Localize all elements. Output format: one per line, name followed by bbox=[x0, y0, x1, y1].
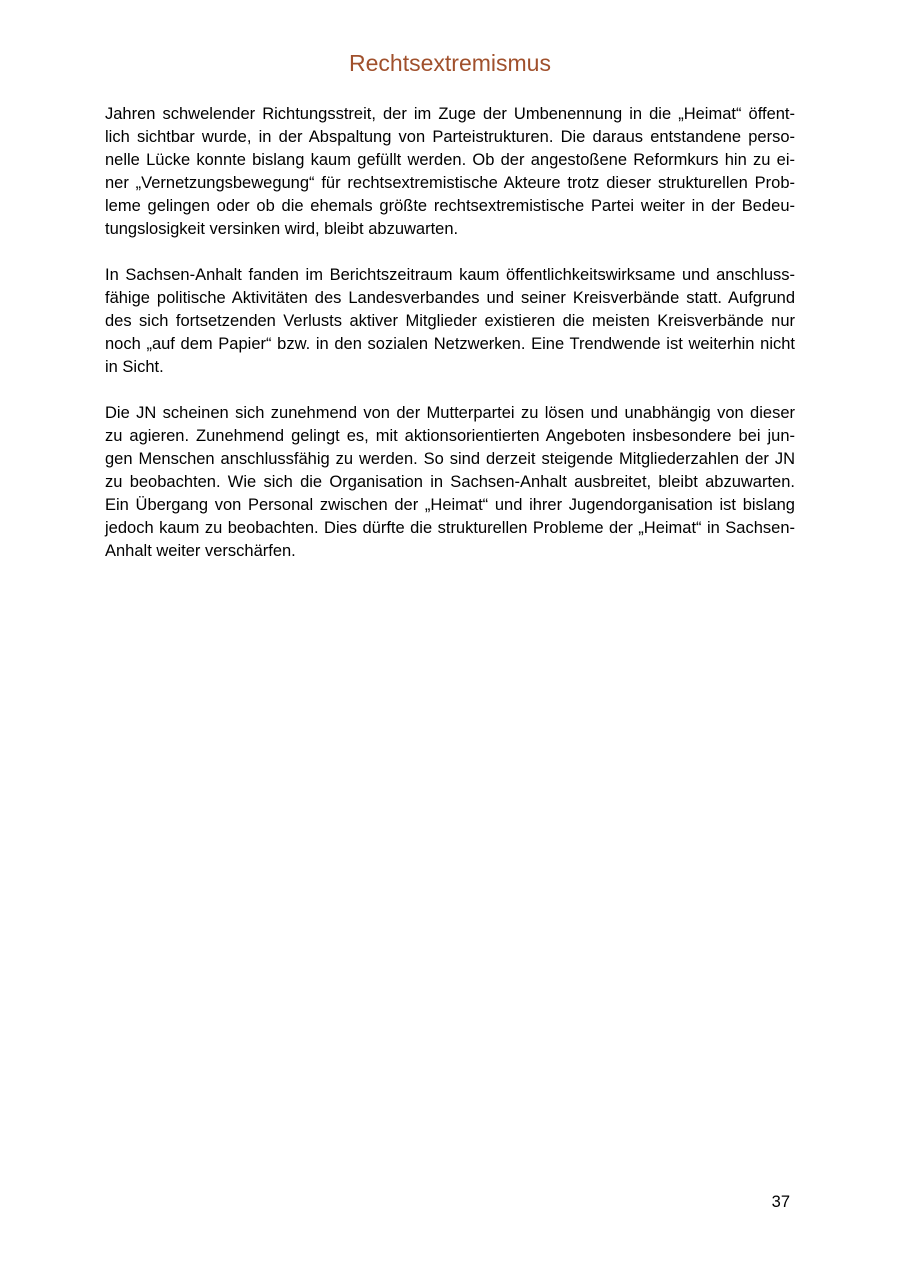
body-text bbox=[105, 103, 795, 563]
text-line: zu agieren. Zunehmend gelingt es, mit aktionsorientierten Angeboten insbesondere bei jun- bbox=[105, 427, 795, 445]
text-line: leme gelingen oder ob die ehemals größte rechtsextremistische Partei weiter in der Bedeu- bbox=[105, 197, 795, 215]
text-line: Die JN scheinen sich zunehmend von der Mutterpartei zu lösen und unabhängig von dieser bbox=[105, 404, 795, 422]
text-line: in Sicht. bbox=[105, 358, 164, 376]
text-line: Anhalt weiter verschärfen. bbox=[105, 542, 296, 560]
text-line: gen Menschen anschlussfähig zu werden. So sind derzeit steigende Mitgliederzahlen der JN bbox=[105, 450, 795, 468]
paragraph-1 bbox=[105, 103, 795, 241]
page-number: 37 bbox=[771, 1193, 790, 1211]
text-line: fähige politische Aktivitäten des Landesverbandes und seiner Kreisverbände statt. Aufgrund bbox=[105, 289, 795, 307]
text-line: ner „Vernetzungsbewegung“ für rechtsextremistische Akteure trotz dieser strukturellen Prob- bbox=[105, 174, 795, 192]
paragraph-2 bbox=[105, 264, 795, 379]
text-line: tungslosigkeit versinken wird, bleibt abzuwarten. bbox=[105, 220, 459, 238]
text-line: nelle Lücke konnte bislang kaum gefüllt werden. Ob der angestoßene Reformkurs hin zu ei- bbox=[105, 151, 795, 169]
text-line: des sich fortsetzenden Verlusts aktiver Mitglieder existieren die meisten Kreisverbände nur bbox=[105, 312, 795, 330]
text-line: zu beobachten. Wie sich die Organisation in Sachsen-Anhalt ausbreitet, bleibt abzuwarten. bbox=[105, 473, 795, 491]
text-line: noch „auf dem Papier“ bzw. in den sozialen Netzwerken. Eine Trendwende ist weiterhin nicht bbox=[105, 335, 795, 353]
text-line: jedoch kaum zu beobachten. Dies dürfte die strukturellen Probleme der „Heimat“ in Sachsen- bbox=[105, 519, 795, 537]
paragraph-3 bbox=[105, 402, 795, 563]
page-title: Rechtsextremismus bbox=[349, 50, 551, 76]
text-line: In Sachsen-Anhalt fanden im Berichtszeitraum kaum öffentlichkeitswirksame und anschluss- bbox=[105, 266, 795, 284]
text-line: lich sichtbar wurde, in der Abspaltung von Parteistrukturen. Die daraus entstandene perso- bbox=[105, 128, 795, 146]
text-line: Ein Übergang von Personal zwischen der „Heimat“ und ihrer Jugendorganisation ist bislang bbox=[105, 496, 795, 514]
text-line: Jahren schwelender Richtungsstreit, der im Zuge der Umbenennung in die „Heimat“ öffent- bbox=[105, 105, 795, 123]
